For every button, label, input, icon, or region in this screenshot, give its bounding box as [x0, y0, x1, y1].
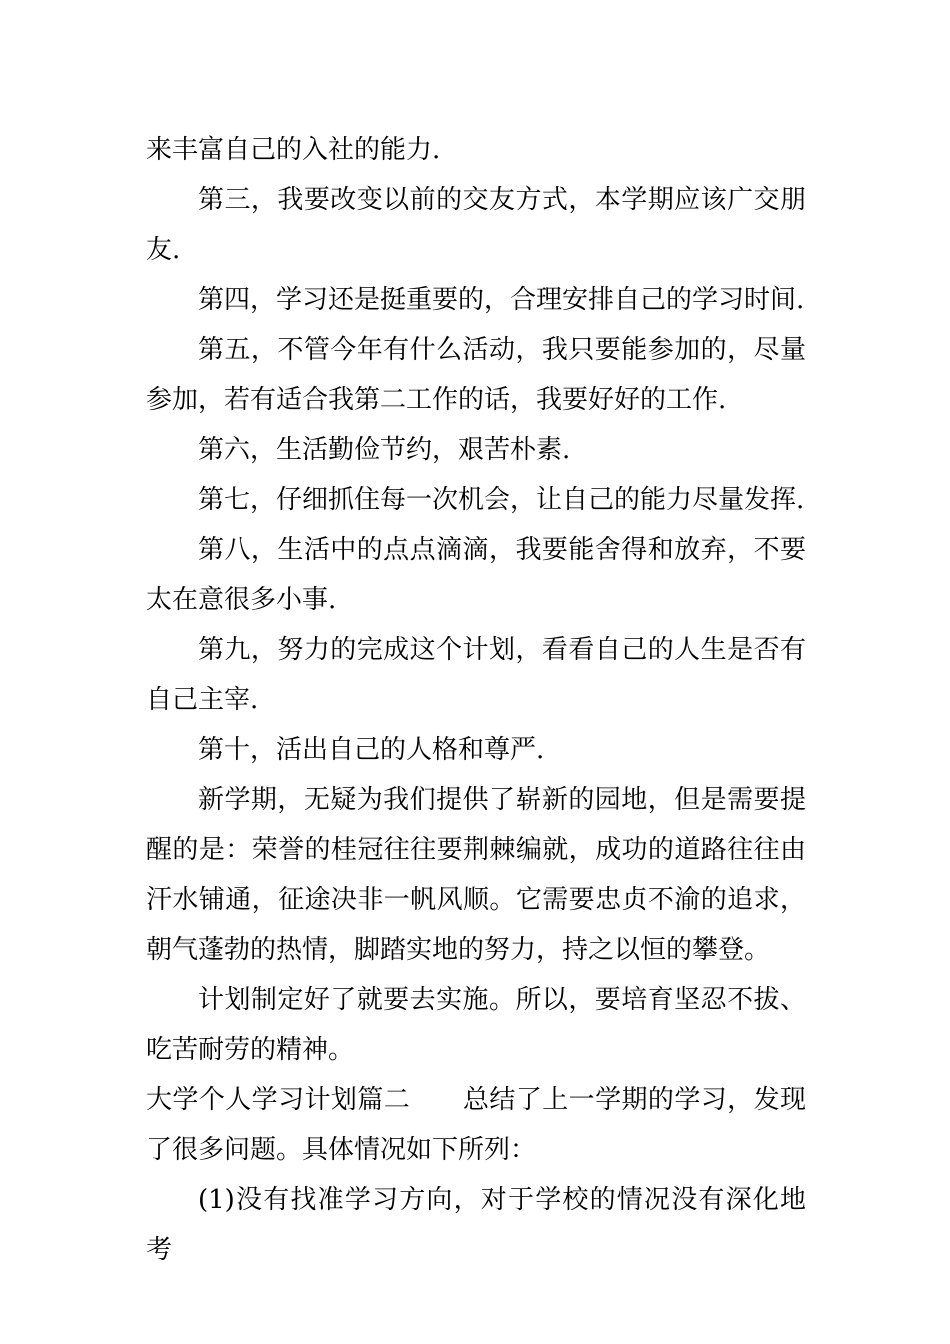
paragraph-plan-implementation: 计划制定好了就要去实施。所以，要培育坚忍不拔、吃苦耐劳的精神。 — [146, 985, 806, 1065]
paragraph-fifth: 第五，不管今年有什么活动，我只要能参加的，尽量参加，若有适合我第二工作的话，我要好好的工作. — [146, 335, 806, 415]
document-page — [146, 125, 806, 1275]
paragraph-fourth: 第四，学习还是挺重要的，合理安排自己的学习时间. — [198, 285, 805, 315]
paragraph-seventh: 第七，仔细抓住每一次机会，让自己的能力尽量发挥. — [198, 485, 805, 515]
paragraph-third: 第三，我要改变以前的交友方式，本学期应该广交朋友. — [146, 185, 806, 265]
paragraph-problem-one: (1)没有找准学习方向，对于学校的情况没有深化地考 — [146, 1185, 806, 1265]
paragraph-continuation: 来丰富自己的入社的能力. — [146, 135, 441, 165]
paragraph-sixth: 第六，生活勤俭节约，艰苦朴素. — [198, 435, 571, 465]
paragraph-ninth: 第九，努力的完成这个计划，看看自己的人生是否有自己主宰. — [146, 635, 806, 715]
paragraph-tenth: 第十，活出自己的人格和尊严. — [198, 735, 545, 765]
paragraph-eighth: 第八，生活中的点点滴滴，我要能舍得和放弃，不要太在意很多小事. — [146, 535, 806, 615]
paragraph-new-semester: 新学期，无疑为我们提供了崭新的园地，但是需要提醒的是：荣誉的桂冠往往要荆棘编就，成功的道路往往由汗水铺通，征途决非一帆风顺。它需要忠贞不渝的追求，朝气蓬勃的热情，脚踏实地的努力，持之以恒的攀登。 — [146, 785, 806, 965]
section-heading-paragraph: 大学个人学习计划篇二 总结了上一学期的学习，发现了很多问题。具体情况如下所列： — [146, 1085, 806, 1165]
